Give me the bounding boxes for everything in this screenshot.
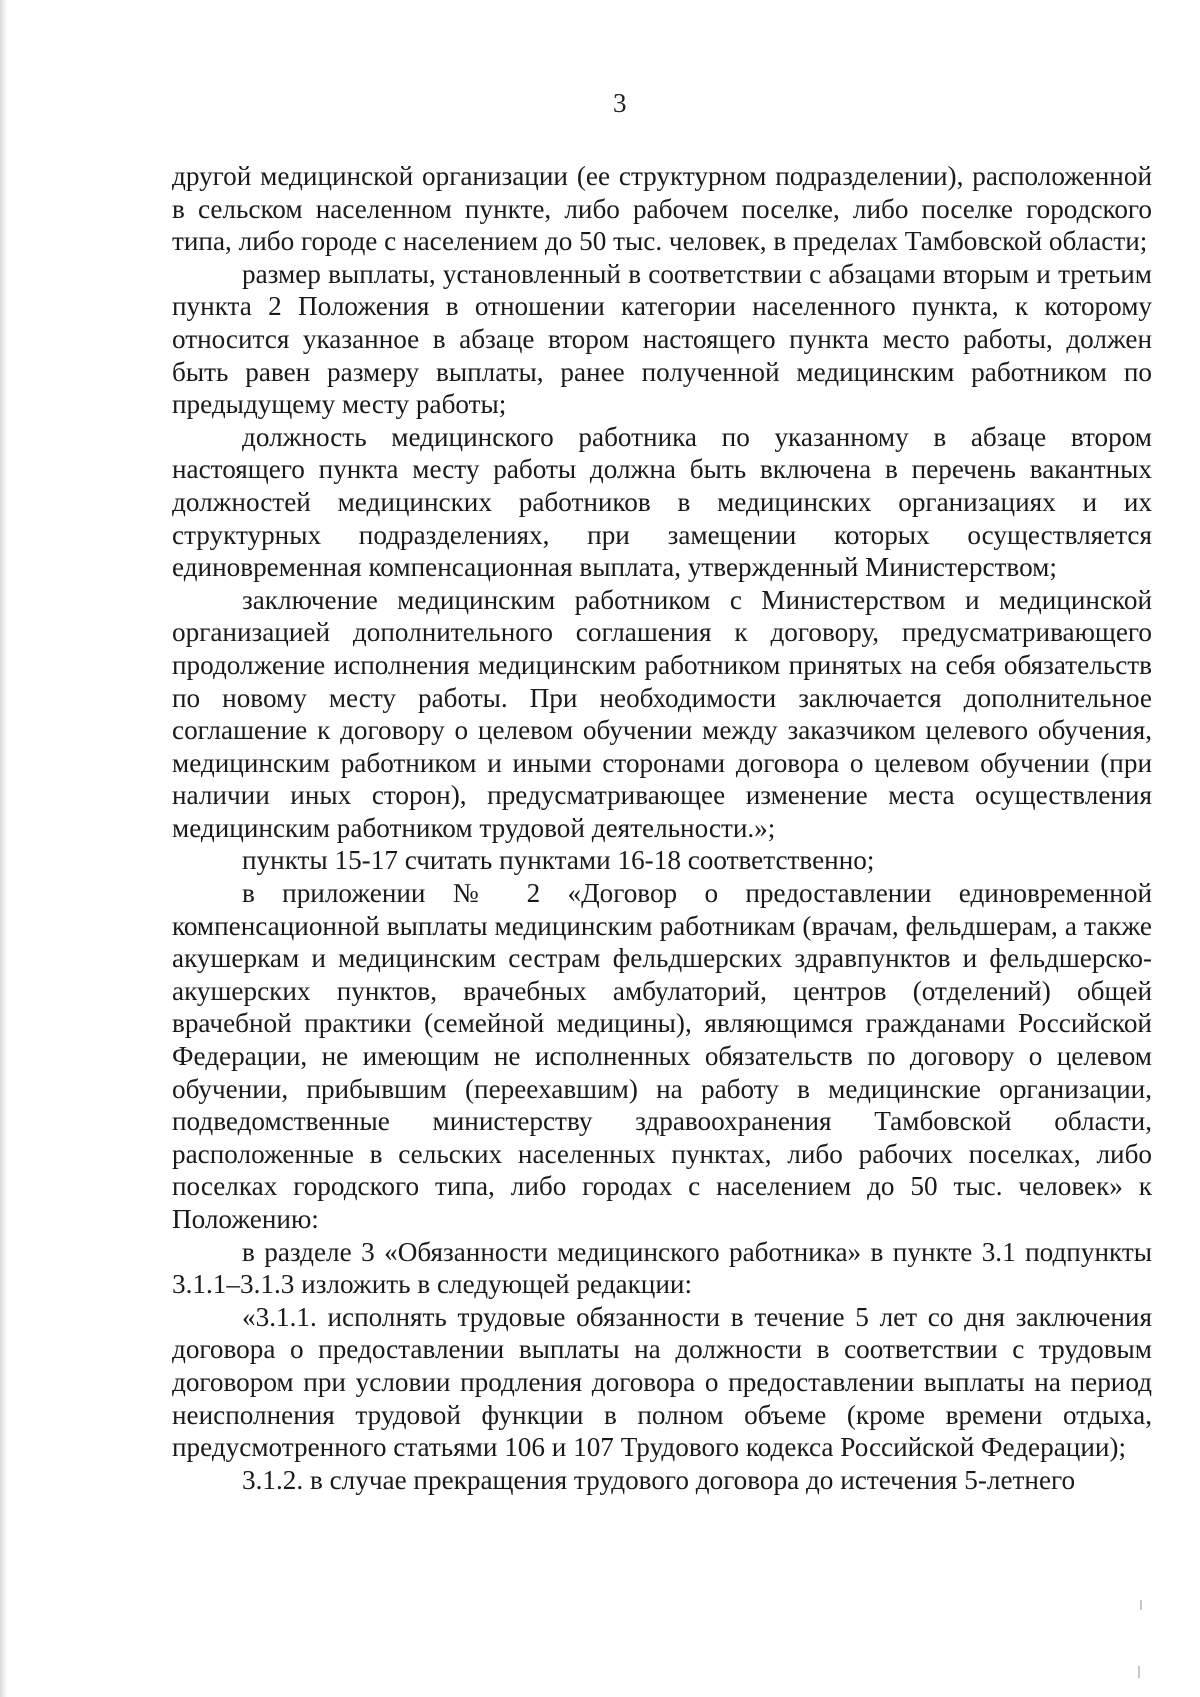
document-body xyxy=(172,160,1152,1496)
paragraph-appendix-2: в приложении № 2 «Договор о предоставлении единовременной компенсационной выплаты медицинским работникам (врачам, фельдшерам, а также акушеркам и медицинским сестрам фельдшерских здравпунктов и фельдшерско-акушерских пунктов, врачебных амбулаторий, центров (отделений) общей врачебной практики (семейной медицины), являющимся гражданами Российской Федерации, не имеющим не исполненных обязательств по договору о целевом обучении, прибывшим (переехавшим) на работу в медицинские организации, подведомственные министерству здравоохранения Тамбовской области, расположенные в сельских населенных пунктах, либо рабочих поселках, либо поселках городского типа, либо городах с населением до 50 тыс. человек» к Положению: xyxy=(172,878,1152,1234)
scan-mark xyxy=(1140,1600,1142,1610)
scan-edge-shadow xyxy=(0,0,8,1697)
page-number: 3 xyxy=(613,88,627,118)
paragraph-additional-agreement: заключение медицинским работником с Министерством и медицинской организацией дополнительного соглашения к договору, предусматривающего продолжение исполнения медицинским работником принятых на себя обязательств по новому месту работы. При необходимости заключается дополнительное соглашение к договору о целевом обучении между заказчиком целевого обучения, медицинским работником и иными сторонами договора о целевом обучении (при наличии иных сторон), предусматривающее изменение места осуществления медицинским работником трудовой деятельности.»; xyxy=(172,584,1152,843)
paragraph-clause-3-1-2: 3.1.2. в случае прекращения трудового договора до истечения 5-летнего xyxy=(242,1464,1076,1495)
paragraph-renumbering: пункты 15-17 считать пунктами 16-18 соответственно; xyxy=(242,845,875,876)
paragraph-position: должность медицинского работника по указанному в абзаце втором настоящего пункта месту работы должна быть включена в перечень вакантных должностей медицинских работников в медицинских организациях и их структурных подразделениях, при замещении которых осуществляется единовременная компенсационная выплата, утвержденный Министерством; xyxy=(172,421,1152,583)
paragraph-clause-3-1-1: «3.1.1. исполнять трудовые обязанности в течение 5 лет со дня заключения договора о предоставлении выплаты на должности в соответствии с трудовым договором при условии продления договора о предоставлении выплаты на период неисполнения трудовой функции в полном объеме (кроме времени отдыха, предусмотренного статьями 106 и 107 Трудового кодекса Российской Федерации); xyxy=(172,1301,1152,1463)
paragraph-section-3: в разделе 3 «Обязанности медицинского работника» в пункте 3.1 подпункты 3.1.1–3.1.3 изложить в следующей редакции: xyxy=(172,1236,1152,1300)
paragraph-payment-size: размер выплаты, установленный в соответствии с абзацами вторым и третьим пункта 2 Положения в отношении категории населенного пункта, к которому относится указанное в абзаце втором настоящего пункта место работы, должен быть равен размеру выплаты, ранее полученной медицинским работником по предыдущему месту работы; xyxy=(172,258,1152,420)
scan-mark xyxy=(1138,1666,1140,1678)
paragraph-continuation: другой медицинской организации (ее структурном подразделении), расположенной в сельском населенном пункте, либо рабочем поселке, либо поселке городского типа, либо городе с населением до 50 тыс. человек, в пределах Тамбовской области; xyxy=(172,161,1152,257)
